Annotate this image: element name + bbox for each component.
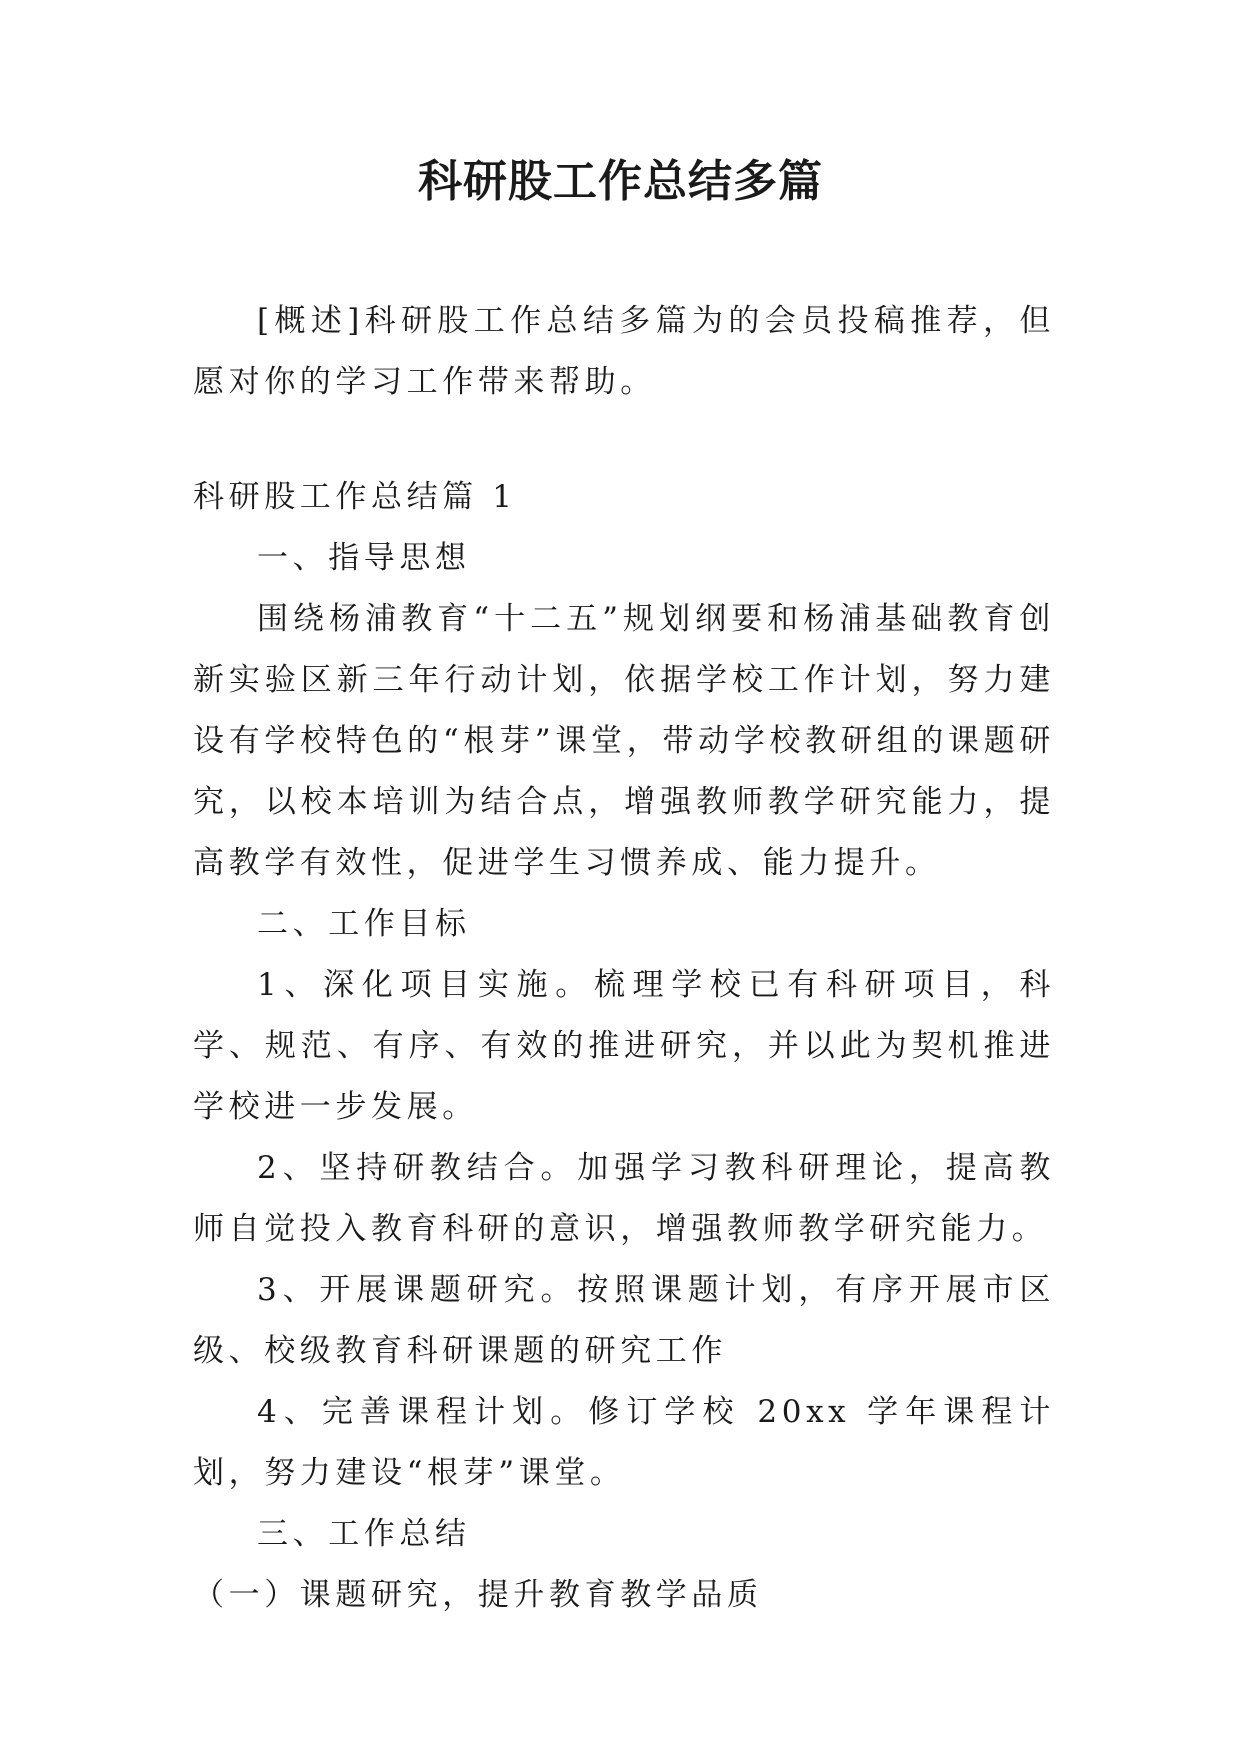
section-heading: 科研股工作总结篇 1: [193, 479, 517, 515]
paragraph-gap: [193, 413, 1055, 467]
paragraph-guiding-ideology: 围绕杨浦教育“十二五”规划纲要和杨浦基础教育创新实验区新三年行动计划，依据学校工作计划，努力建设有学校特色的“根芽”课堂，带动学校教研组的课题研究，以校本培训为结合点，增强教师教学研究能力，提高教学有效性，促进学生习惯养成、能力提升。: [193, 601, 1055, 881]
goal-item-1: 1、深化项目实施。梳理学校已有科研项目，科学、规范、有序、有效的推进研究，并以此为契机推进学校进一步发展。: [193, 967, 1055, 1125]
heading-work-goals: 二、工作目标: [257, 906, 471, 942]
goal-item-4: 4、完善课程计划。修订学校 20xx 学年课程计划，努力建设“根芽”课堂。: [193, 1394, 1055, 1491]
document-title: 科研股工作总结多篇: [418, 156, 823, 207]
heading-guiding-ideology: 一、指导思想: [257, 540, 471, 576]
heading-work-summary: 三、工作总结: [257, 1516, 471, 1552]
document-body: [193, 291, 1055, 1626]
goal-item-2: 2、坚持研教结合。加强学习教科研理论，提高教师自觉投入教育科研的意识，增强教师教学研究能力。: [193, 1150, 1055, 1247]
summary-paragraph: [概述]科研股工作总结多篇为的会员投稿推荐，但愿对你的学习工作带来帮助。: [193, 303, 1055, 400]
goal-item-3: 3、开展课题研究。按照课题计划，有序开展市区级、校级教育科研课题的研究工作: [193, 1272, 1055, 1369]
subheading-research: （一）课题研究，提升教育教学品质: [193, 1577, 763, 1613]
